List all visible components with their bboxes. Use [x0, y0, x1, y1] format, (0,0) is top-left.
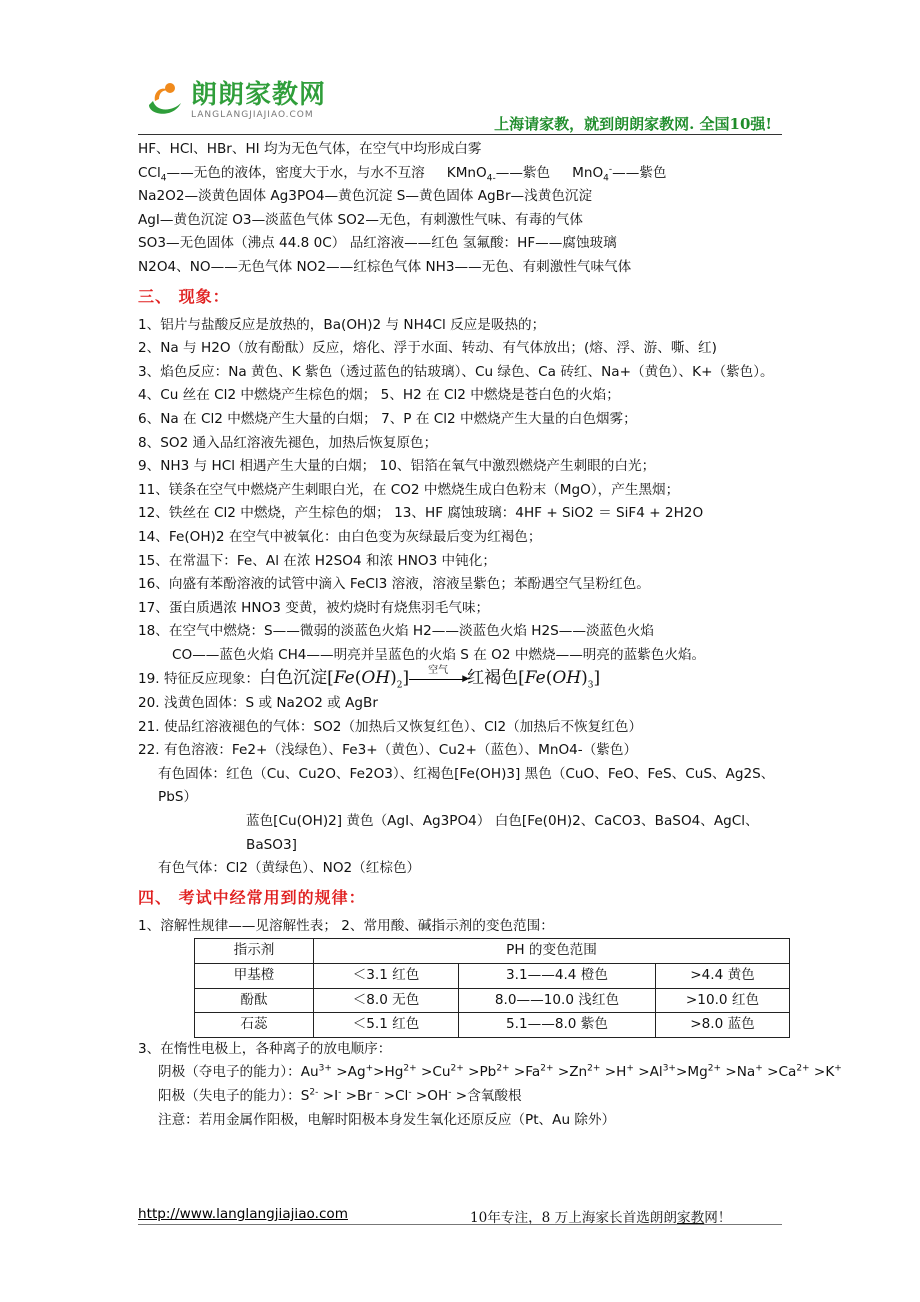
item-17: 17、蛋白质遇浓 HNO3 变黄，被灼烧时有烧焦羽毛气味； [138, 599, 490, 616]
rule-1-2: 1、溶解性规律——见溶解性表； 2、常用酸、碱指示剂的变色范围： [138, 917, 554, 934]
item-22-solids-2: 蓝色[Cu(OH)2] 黄色（AgI、Ag3PO4） 白色[Fe(0H)2、CaCO3、BaSO4、AgCl、BaSO3] [246, 813, 759, 853]
text-line-5: SO3—无色固体（沸点 44.8 0C） 品红溶液——红色 氢氟酸：HF——腐蚀玻璃 [138, 235, 617, 252]
table-cell: 5.1——8.0 紫色 [459, 1013, 656, 1038]
header-divider [138, 134, 782, 135]
item-3: 3、焰色反应：Na 黄色、K 紫色（透过蓝色的钴玻璃）、Cu 绿色、Ca 砖红、Na+（黄色）、K+（紫色）。 [138, 363, 774, 380]
text-line-2: CCl$_4$——无色的液体，密度大于水，与水不互溶 KMnO$_{4-}$——紫色 MnO$_4$-——紫色 [138, 164, 667, 184]
section-heading-3: 三、 现象： [138, 286, 230, 306]
item-19: 19. 特征反应现象：白色沉淀$[Fe(OH)_2]$ 空气 ▶ 红褐色$[Fe(OH)_3]$ [138, 664, 601, 691]
item-22: 22. 有色溶液：Fe2+（浅绿色）、Fe3+（黄色）、Cu2+（蓝色）、MnO4-（紫色） [138, 742, 638, 759]
item-2: 2、Na 与 H2O（放有酚酞）反应，熔化、浮于水面、转动、有气体放出；(熔、浮、游、嘶、红) [138, 340, 717, 357]
item-14: 14、Fe(OH)2 在空气中被氧化：由白色变为灰绿最后变为红褐色； [138, 528, 542, 545]
table-row [195, 988, 790, 1013]
anode-order: 阴极（夺电子的能力）：$Au^{3+} >Ag^+>Hg^{2+} >Cu^{2+} >Pb^{2+} >Fa^{2+} >Zn^{2+} >H^+ >Al^{3+}>Mg^{2+} >Na^+ >Ca^{2+} >K^+$ [158, 1063, 842, 1081]
item-9-10: 9、NH3 与 HCl 相遇产生大量的白烟； 10、铝箔在氧气中激烈燃烧产生刺眼的白光； [138, 458, 656, 475]
table-header-cell: PH 的变色范围 [314, 939, 790, 964]
item-22-solids: 有色固体：红色（Cu、Cu2O、Fe2O3）、红褐色[Fe(OH)3] 黑色（CuO、FeO、FeS、CuS、Ag2S、PbS） [158, 765, 775, 806]
table-cell: 3.1——4.4 橙色 [459, 964, 656, 989]
electrode-note: 注意：若用金属作阳极，电解时阳极本身发生氧化还原反应（Pt、Au 除外） [158, 1111, 616, 1128]
table-cell: ＜8.0 无色 [314, 988, 459, 1013]
item-12-13: 12、铁丝在 Cl2 中燃烧，产生棕色的烟； 13、HF 腐蚀玻璃：4HF + SiO2 ＝ SiF4 + 2H2O [138, 505, 704, 522]
item-4-5: 4、Cu 丝在 Cl2 中燃烧产生棕色的烟； 5、H2 在 Cl2 中燃烧是苍白色的火焰； [138, 387, 620, 404]
table-cell: 石蕊 [195, 1013, 314, 1038]
table-row [195, 1013, 790, 1038]
logo-mark-icon [143, 79, 185, 121]
item-1: 1、铝片与盐酸反应是放热的，Ba(OH)2 与 NH4Cl 反应是吸热的； [138, 316, 546, 333]
site-logo[interactable] [143, 74, 326, 126]
indicator-table [194, 938, 790, 1037]
table-cell: 酚酞 [195, 988, 314, 1013]
text-line-3: Na2O2—淡黄色固体 Ag3PO4—黄色沉淀 S—黄色固体 AgBr—浅黄色沉淀 [138, 188, 593, 205]
table-cell: >10.0 红色 [656, 988, 790, 1013]
main-content [138, 138, 842, 1132]
item-22-gases: 有色气体：Cl2（黄绿色）、NO2（红棕色） [158, 860, 421, 877]
table-row [195, 964, 790, 989]
cathode-order: 阳极（失电子的能力）：$S^{2-} >I^- >Br$ – >Cl- >OH- >含氧酸根 [158, 1087, 522, 1104]
text-line-6: N2O4、NO——无色气体 NO2——红棕色气体 NH3——无色、有刺激性气味气体 [138, 258, 632, 275]
item-11: 11、镁条在空气中燃烧产生刺眼白光，在 CO2 中燃烧生成白色粉末（MgO），产生黑烟； [138, 481, 680, 498]
reaction-arrow-icon: ▶ [409, 679, 467, 680]
arrow-condition: 空气 [428, 664, 449, 676]
footer-divider [138, 1224, 782, 1225]
rule-3: 3、在惰性电极上，各种离子的放电顺序： [138, 1040, 392, 1057]
table-cell: ＜3.1 红色 [314, 964, 459, 989]
text-line-4: AgI—黄色沉淀 O3—淡蓝色气体 SO2—无色，有刺激性气味、有毒的气体 [138, 211, 583, 228]
text-line-1: HF、HCl、HBr、HI 均为无色气体，在空气中均形成白雾 [138, 141, 482, 157]
item-8: 8、SO2 通入品红溶液先褪色，加热后恢复原色； [138, 434, 438, 451]
header-slogan: 上海请家教，就到朗朗家教网. 全国10强! [494, 115, 772, 133]
table-row [195, 939, 790, 964]
table-cell: >4.4 黄色 [656, 964, 790, 989]
footer-tagline: 10年专注，8 万上海家长首选朗朗家教网！ [470, 1210, 732, 1226]
table-cell: >8.0 蓝色 [656, 1013, 790, 1038]
item-15: 15、在常温下：Fe、Al 在浓 H2SO4 和浓 HNO3 中钝化； [138, 552, 496, 569]
section-heading-4: 四、 考试中经常用到的规律： [138, 887, 366, 907]
item-20: 20. 浅黄色固体：S 或 Na2O2 或 AgBr [138, 695, 378, 712]
item-18-cont: CO——蓝色火焰 CH4——明亮并呈蓝色的火焰 S 在 O2 中燃烧——明亮的蓝紫色火焰。 [172, 646, 706, 663]
logo-name: 朗朗家教网 [191, 79, 327, 110]
item-16: 16、向盛有苯酚溶液的试管中滴入 FeCl3 溶液，溶液呈紫色；苯酚遇空气呈粉红色。 [138, 576, 650, 593]
table-cell: ＜5.1 红色 [314, 1013, 459, 1038]
item-21: 21. 使品红溶液褪色的气体：SO2（加热后又恢复红色）、Cl2（加热后不恢复红色） [138, 718, 643, 735]
footer-url-link[interactable]: http://www.langlangjiajiao.com [138, 1206, 348, 1222]
table-cell: 8.0——10.0 浅红色 [459, 988, 656, 1013]
item-6-7: 6、Na 在 Cl2 中燃烧产生大量的白烟； 7、P 在 Cl2 中燃烧产生大量的白色烟雾； [138, 410, 637, 427]
item-18: 18、在空气中燃烧：S——微弱的淡蓝色火焰 H2——淡蓝色火焰 H2S——淡蓝色火焰 [138, 623, 654, 640]
table-cell: 甲基橙 [195, 964, 314, 989]
table-header-cell: 指示剂 [195, 939, 314, 964]
logo-domain: LANGLANGJIAJIAO.COM [191, 109, 314, 120]
